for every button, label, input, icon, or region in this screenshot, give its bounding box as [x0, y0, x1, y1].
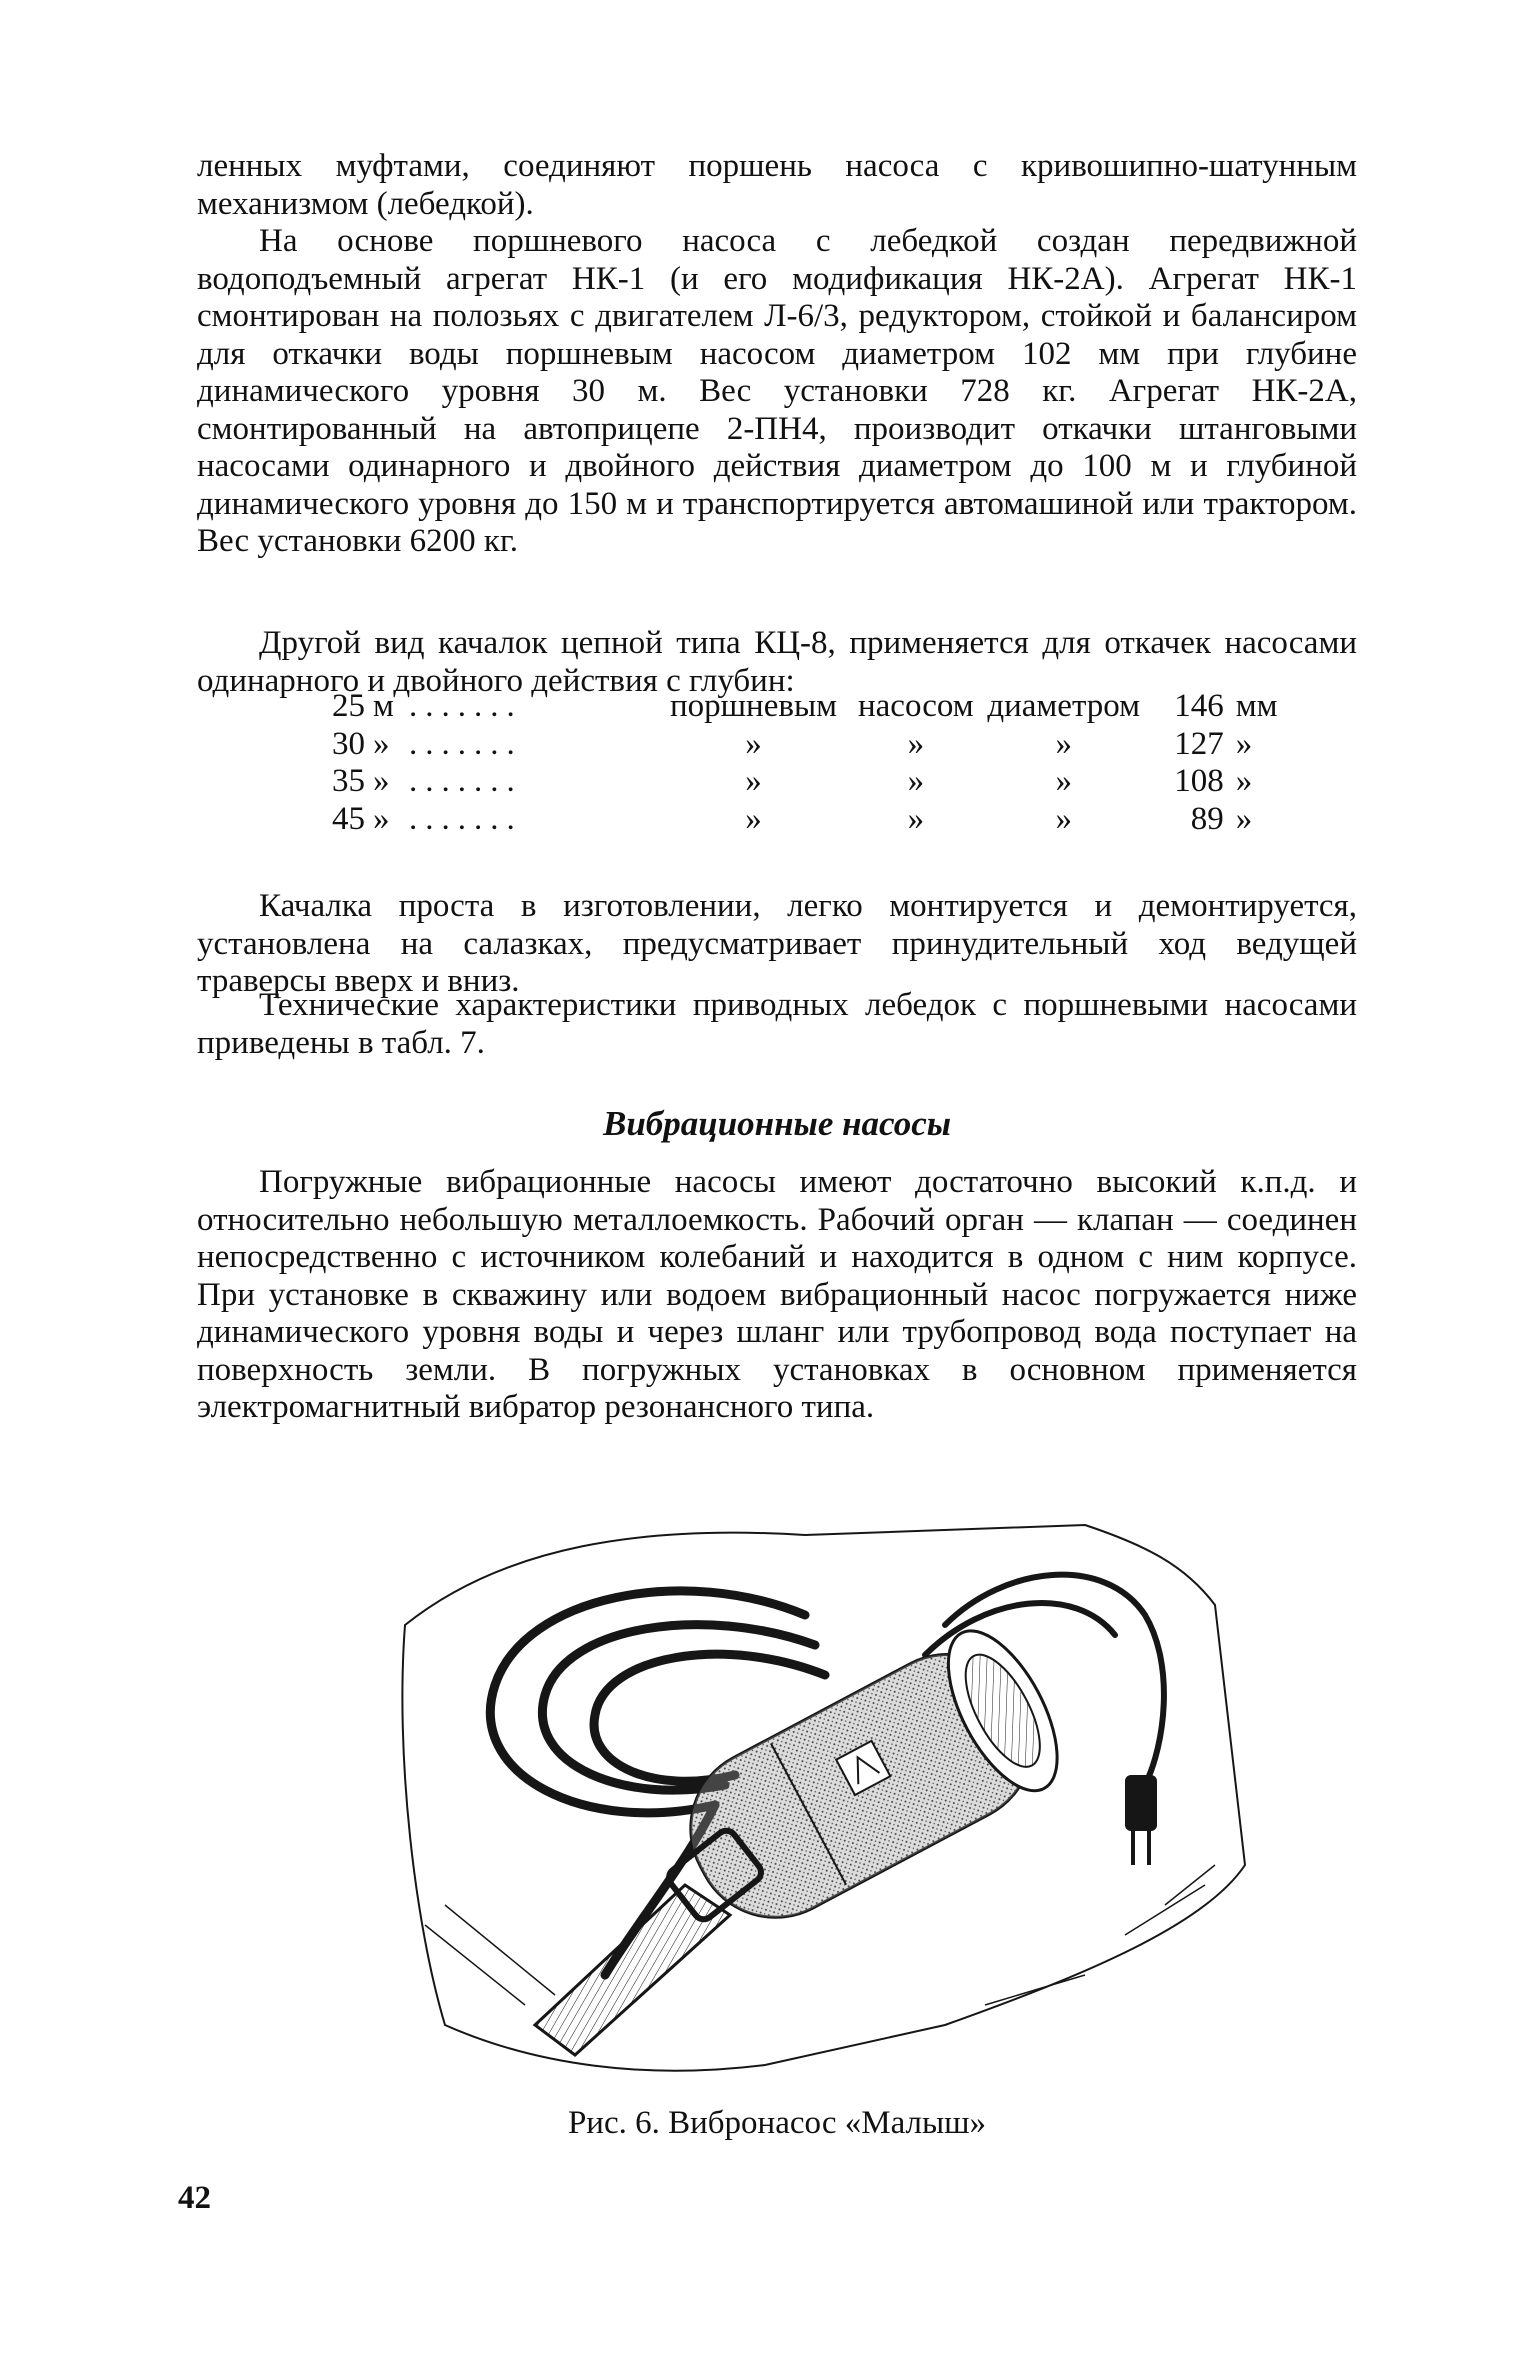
depth-unit: »	[373, 725, 390, 762]
list-row	[297, 726, 1286, 764]
plug-icon	[1125, 1775, 1157, 1865]
depth-unit: »	[373, 763, 390, 799]
diameter-word: диаметром	[987, 688, 1141, 724]
list-row	[297, 763, 1286, 801]
pump-type: »	[745, 763, 762, 799]
list-row	[297, 801, 1286, 839]
diameter-unit: »	[1235, 763, 1253, 799]
page-number: 42	[178, 2180, 211, 2216]
paragraph-nk-aggregate	[197, 223, 1357, 561]
list-row	[297, 688, 1286, 726]
paragraph-text: ленных муфтами, соединяют поршень насоса с кривошипно-шатунным механизмом (лебедкой).	[197, 148, 1357, 222]
depth-value: 35	[332, 763, 365, 799]
leader-dots: .......	[409, 763, 523, 799]
paragraph-text: Другой вид качалок цепной типа КЦ-8, применяется для откачек насосами одинарного и двойного действия с глубин:	[197, 625, 1357, 699]
leader-dots: .......	[409, 800, 523, 837]
paragraph-text: Погружные вибрационные насосы имеют достаточно высокий к.п.д. и относительно небольшую металлоемкость. Рабочий орган — клапан — соединен непосредственно с источником колебаний и находится в одном с ним корпусе. При установке в скважину или водоем вибрационный насос погружается ниже динамического уровня воды и через шланг или трубопровод вода поступает на поверхность земли. В погружных установках в основном применяется электромагнитный вибратор резонансного типа.	[197, 1164, 1357, 1425]
diameter-word: »	[1055, 800, 1072, 837]
pump-word: »	[907, 763, 925, 799]
diameter-value: 146	[1174, 688, 1224, 724]
depth-unit: м	[373, 688, 394, 724]
figure-caption: Рис. 6. Вибронасос «Малыш»	[567, 2105, 987, 2141]
pump-type: поршневым	[669, 688, 837, 724]
depth-value: 45	[332, 800, 365, 837]
paragraph-vibration-pumps	[197, 1164, 1357, 1427]
diameter-unit: »	[1235, 725, 1253, 762]
paragraph-text: На основе поршневого насоса с лебедкой создан передвижной водоподъемный агрегат НК-1 (и его модификация НК-2А). Агрегат НК-1 смонтирован на полозьях с двигателем Л-6/3, редуктором, стойкой и балансиром для откачки воды поршневым насосом диаметром 102 мм при глубине динамического уровня 30 м. Вес установки 728 кг. Агрегат НК-2А, смонтированный на автоприцепе 2-ПН4, производит откачки штанговыми насосами одинарного и двойного действия диаметром до 100 м и глубиной динамического уровня до 150 м и транспортируется автомашиной или трактором. Вес установки 6200 кг.	[197, 223, 1357, 559]
paragraph-text: Качалка проста в изготовлении, легко монтируется и демонтируется, установлена на салазках, предусматривает принудительный ход ведущей траверсы вверх и вниз.	[197, 888, 1357, 999]
pump-word: насосом	[858, 688, 974, 724]
section-heading: Вибрационные насосы	[602, 1104, 952, 1143]
pump-body	[661, 1614, 1079, 1948]
diameter-unit: »	[1235, 800, 1253, 837]
depth-unit: »	[373, 800, 390, 837]
depth-value: 30	[332, 725, 365, 762]
leader-dots: .......	[409, 725, 523, 762]
diameter-value: 89	[1190, 800, 1224, 837]
diameter-unit: мм	[1235, 688, 1278, 724]
pump-word: »	[907, 725, 925, 762]
pump-word: »	[907, 800, 925, 837]
vibration-pump-illustration	[385, 1505, 1255, 2090]
paragraph-kc8-description	[197, 888, 1357, 1001]
leader-dots: .......	[409, 688, 523, 724]
depth-value: 25	[332, 688, 365, 724]
paragraph-table-reference	[197, 987, 1357, 1062]
paragraph-continuation	[197, 148, 1357, 223]
paragraph-text: Технические характеристики приводных лебедок с поршневыми насосами приведены в табл. 7.	[197, 987, 1357, 1061]
diameter-word: »	[1055, 763, 1072, 799]
pump-type: »	[745, 725, 762, 762]
pump-type: »	[745, 800, 762, 837]
diameter-value: 127	[1174, 725, 1224, 762]
diameter-word: »	[1055, 725, 1072, 762]
depth-diameter-list	[297, 688, 1286, 838]
diameter-value: 108	[1174, 763, 1224, 799]
